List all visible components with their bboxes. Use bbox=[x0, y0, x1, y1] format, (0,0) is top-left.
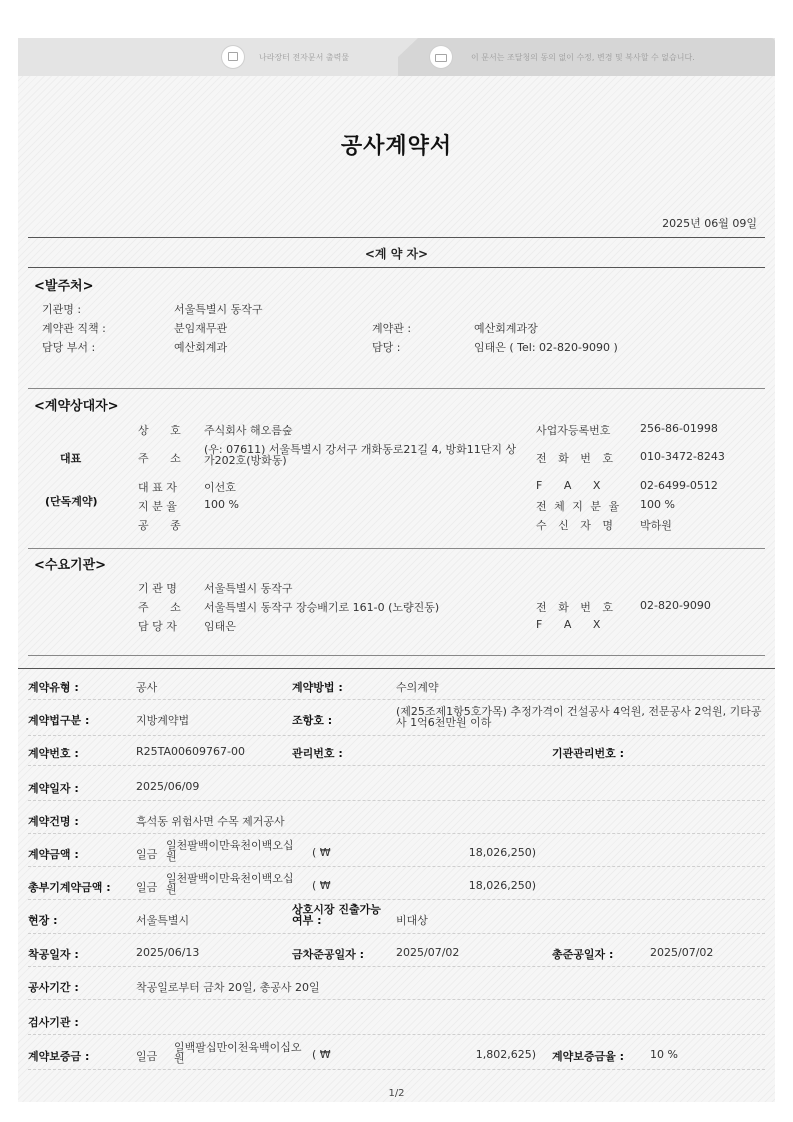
share-label: 지 분 율 bbox=[138, 500, 177, 513]
officer-label: 계약관 : bbox=[372, 322, 412, 335]
document-date: 2025년 06월 09일 bbox=[662, 217, 757, 230]
contract-method-value: 수의계약 bbox=[396, 681, 439, 694]
final-completion-label: 총준공일자 : bbox=[552, 948, 614, 961]
total-amount-prefix: 일금 bbox=[136, 881, 158, 894]
contract-name-value: 흑석동 위험사면 수목 제거공사 bbox=[136, 815, 285, 828]
staff-label: 담당 : bbox=[372, 341, 401, 354]
row-divider bbox=[28, 966, 765, 967]
contractor-heading: <계 약 자> bbox=[364, 247, 429, 261]
row-divider bbox=[28, 699, 765, 700]
row-divider bbox=[28, 833, 765, 834]
divider bbox=[28, 237, 765, 238]
contract-amount-number: 18,026,250) bbox=[468, 846, 536, 859]
contract-law-value: 지방계약법 bbox=[136, 714, 190, 727]
bond-currency: ( ₩ bbox=[312, 1048, 331, 1061]
page-indicator: 1/2 bbox=[388, 1088, 405, 1099]
printer-icon bbox=[430, 46, 452, 68]
staff-value: 임태은 ( Tel: 02-820-9090 ) bbox=[474, 341, 618, 354]
divider bbox=[28, 388, 765, 389]
final-completion-value: 2025/07/02 bbox=[650, 946, 714, 959]
row-divider bbox=[28, 866, 765, 867]
counterparty-heading: <계약상대자> bbox=[34, 399, 119, 414]
management-number-label: 관리번호 : bbox=[292, 747, 343, 760]
market-entry-value: 비대상 bbox=[396, 914, 428, 927]
receiver-value: 박하원 bbox=[640, 519, 672, 532]
orderer-heading: <발주처> bbox=[34, 279, 94, 294]
row-divider bbox=[28, 735, 765, 736]
inspection-agency-label: 검사기관 : bbox=[28, 1016, 79, 1029]
row-divider bbox=[28, 1069, 765, 1070]
divider bbox=[28, 548, 765, 549]
bond-rate-label: 계약보증금율 : bbox=[552, 1050, 624, 1063]
phone-label: 전 화 번 호 bbox=[536, 452, 617, 465]
divider bbox=[18, 668, 775, 669]
start-date-value: 2025/06/13 bbox=[136, 946, 200, 959]
company-label: 상 호 bbox=[138, 424, 190, 437]
banner-divider bbox=[378, 38, 418, 76]
row-divider bbox=[28, 1034, 765, 1035]
work-type-label: 공 종 bbox=[138, 519, 190, 532]
contract-amount-currency: ( ₩ bbox=[312, 846, 331, 859]
market-entry-label: 상호시장 진출가능 여부 : bbox=[292, 903, 381, 927]
contract-number-value: R25TA00609767-00 bbox=[136, 745, 245, 758]
row-divider bbox=[28, 765, 765, 766]
rep-tag: 대표 bbox=[60, 452, 82, 465]
bond-label: 계약보증금 : bbox=[28, 1050, 90, 1063]
single-contract-tag: (단독계약) bbox=[45, 495, 98, 508]
total-share-label: 전 체 지 분 율 bbox=[536, 500, 622, 513]
contract-date-value: 2025/06/09 bbox=[136, 780, 200, 793]
company-value: 주식회사 해오름숲 bbox=[204, 424, 293, 437]
contract-name-label: 계약건명 : bbox=[28, 815, 79, 828]
contract-type-value: 공사 bbox=[136, 681, 158, 694]
officer-title-label: 계약관 직책 : bbox=[42, 322, 106, 335]
ceo-label: 대 표 자 bbox=[138, 481, 177, 494]
dept-value: 예산회계과 bbox=[174, 341, 228, 354]
demand-heading: <수요기관> bbox=[34, 558, 107, 573]
orderer-agency-label: 기관명 : bbox=[42, 303, 82, 316]
agency-management-label: 기관관리번호 : bbox=[552, 747, 624, 760]
demand-agency-value: 서울특별시 동작구 bbox=[204, 582, 293, 595]
bond-number: 1,802,625) bbox=[475, 1048, 536, 1061]
share-value: 100 % bbox=[204, 498, 239, 511]
banner-left-text: 나라장터 전자문서 출력물 bbox=[259, 53, 350, 62]
demand-phone-label: 전 화 번 호 bbox=[536, 601, 617, 614]
contract-amount-label: 계약금액 : bbox=[28, 848, 79, 861]
document-title: 공사계약서 bbox=[340, 134, 453, 159]
contract-method-label: 계약방법 : bbox=[292, 681, 343, 694]
total-amount-number: 18,026,250) bbox=[468, 879, 536, 892]
bizno-label: 사업자등록번호 bbox=[536, 424, 611, 437]
dept-label: 담당 부서 : bbox=[42, 341, 96, 354]
bond-prefix: 일금 bbox=[136, 1050, 158, 1063]
officer-value: 예산회계과장 bbox=[474, 322, 538, 335]
row-divider bbox=[28, 933, 765, 934]
construction-period-label: 공사기간 : bbox=[28, 981, 79, 994]
contract-amount-prefix: 일금 bbox=[136, 848, 158, 861]
banner-right-text: 이 문서는 조달청의 동의 없이 수정, 변경 및 복사할 수 없습니다. bbox=[471, 53, 695, 62]
contract-type-label: 계약유형 : bbox=[28, 681, 79, 694]
bond-words: 일백팔십만이천육백이십오원 bbox=[174, 1041, 302, 1065]
demand-staff-label: 담 당 자 bbox=[138, 620, 177, 633]
row-divider bbox=[28, 999, 765, 1000]
bizno-value: 256-86-01998 bbox=[640, 422, 718, 435]
site-value: 서울특별시 bbox=[136, 914, 190, 927]
ceo-value: 이선호 bbox=[204, 481, 236, 494]
fax-value: 02-6499-0512 bbox=[640, 479, 718, 492]
contract-amount-words: 일천팔백이만육천이백오십원 bbox=[166, 839, 294, 863]
contract-date-label: 계약일자 : bbox=[28, 782, 79, 795]
total-share-value: 100 % bbox=[640, 498, 675, 511]
demand-agency-label: 기 관 명 bbox=[138, 582, 177, 595]
clause-label: 조항호 : bbox=[292, 714, 333, 727]
total-amount-label: 총부기계약금액 : bbox=[28, 881, 111, 894]
address-label: 주 소 bbox=[138, 452, 190, 465]
fax-label: F A X bbox=[536, 479, 610, 492]
contract-number-label: 계약번호 : bbox=[28, 747, 79, 760]
site-label: 현장 : bbox=[28, 914, 58, 927]
start-date-label: 착공일자 : bbox=[28, 948, 79, 961]
row-divider bbox=[28, 899, 765, 900]
receiver-label: 수 신 자 명 bbox=[536, 519, 617, 532]
divider bbox=[28, 267, 765, 268]
contract-law-label: 계약법구분 : bbox=[28, 714, 90, 727]
demand-address-value: 서울특별시 동작구 장승배기로 161-0 (노량진동) bbox=[204, 601, 440, 614]
demand-address-label: 주 소 bbox=[138, 601, 190, 614]
document-page bbox=[18, 38, 775, 1102]
bond-rate-value: 10 % bbox=[650, 1048, 678, 1061]
total-amount-currency: ( ₩ bbox=[312, 879, 331, 892]
row-divider bbox=[28, 800, 765, 801]
clause-value: (제25조제1항5호가목) 추정가격이 건설공사 4억원, 전문공사 2억원, 기타공사 1억6천만원 이하 bbox=[396, 705, 762, 729]
divider bbox=[28, 655, 765, 656]
construction-period-value: 착공일로부터 금차 20일, 총공사 20일 bbox=[136, 981, 320, 994]
phone-value: 010-3472-8243 bbox=[640, 450, 725, 463]
demand-phone-value: 02-820-9090 bbox=[640, 599, 711, 612]
officer-title-value: 분임재무관 bbox=[174, 322, 228, 335]
orderer-agency-value: 서울특별시 동작구 bbox=[174, 303, 263, 316]
document-copy-icon bbox=[222, 46, 244, 68]
address-value: (우: 07611) 서울특별시 강서구 개화동로21길 4, 방화11단지 상가202호(방화동) bbox=[204, 443, 517, 467]
total-amount-words: 일천팔백이만육천이백오십원 bbox=[166, 872, 294, 896]
demand-staff-value: 임태은 bbox=[204, 620, 236, 633]
interim-completion-value: 2025/07/02 bbox=[396, 946, 460, 959]
demand-fax-label: F A X bbox=[536, 618, 610, 631]
interim-completion-label: 금차준공일자 : bbox=[292, 948, 364, 961]
